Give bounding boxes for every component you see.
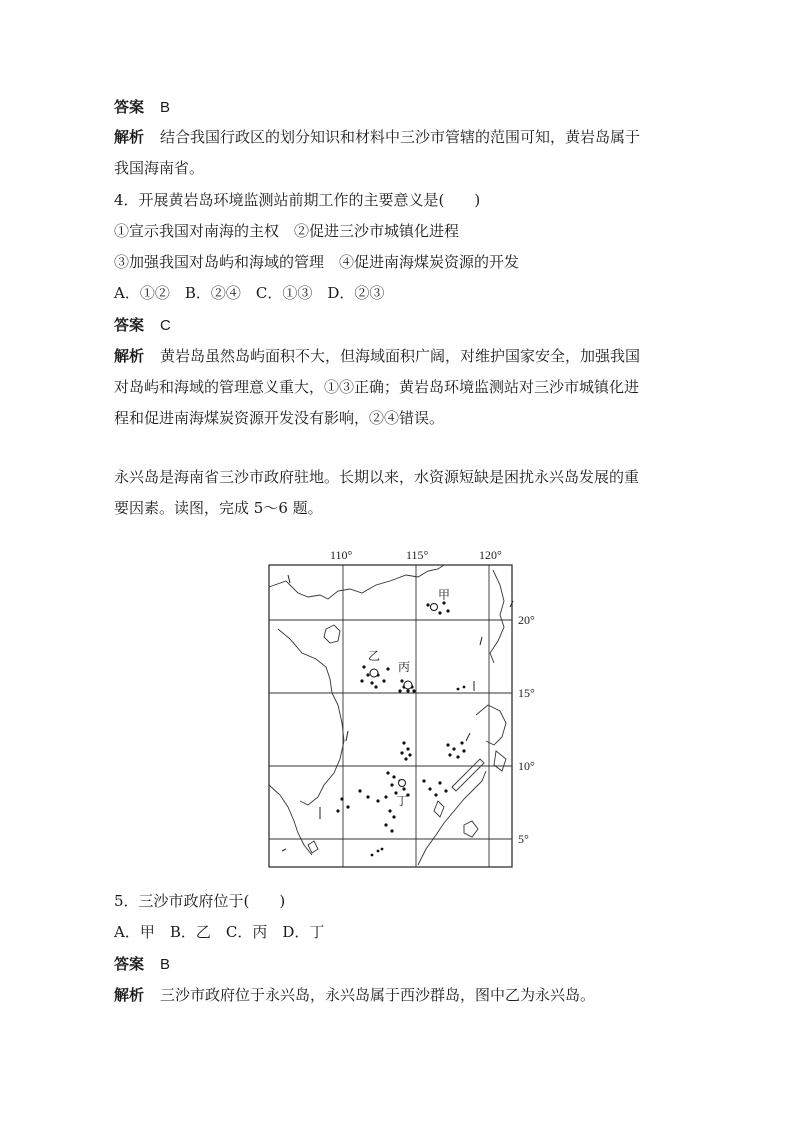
china-south-coast (269, 565, 444, 599)
explanation-label: 解析 (114, 128, 145, 146)
answer-value: B (160, 99, 171, 116)
ding-marker (399, 780, 406, 787)
lat-label-20: 20° (518, 613, 535, 627)
lon-label-120: 120° (479, 548, 502, 562)
lon-label-115: 115° (406, 548, 429, 562)
explanation-text: 三沙市政府位于永兴岛，永兴岛属于西沙群岛，图中乙为永兴岛。 (160, 986, 596, 1004)
answer-value: B (160, 956, 171, 973)
hainan-island (324, 625, 340, 643)
lat-label-10: 10° (518, 759, 535, 773)
q4-options-line2: ③加强我国对岛屿和海域的管理 ④促进南海煤炭资源的开发 (114, 253, 520, 271)
q4-stem: 4．开展黄岩岛环境监测站前期工作的主要意义是( ) (114, 191, 481, 209)
mindanao-island (494, 751, 506, 771)
q4-options-line1: ①宣示我国对南海的主权 ②促进三沙市城镇化进程 (114, 222, 460, 240)
luzon-coast (490, 570, 504, 663)
map-frame (269, 565, 512, 867)
jia-marker (431, 604, 438, 611)
answer-label: 答案 (114, 955, 145, 973)
q4-explanation-line2: 对岛屿和海域的管理意义重大，①③正确；黄岩岛环境监测站对三沙市城镇化进 (114, 378, 640, 396)
borneo-north-tip (464, 821, 478, 837)
lat-label-5: 5° (518, 832, 529, 846)
q4-choices: A．①② B．②④ C．①③ D．②③ (114, 284, 385, 302)
yi-marker (370, 669, 378, 677)
q5-stem: 5．三沙市政府位于( ) (114, 892, 286, 910)
q5-answer (114, 953, 170, 976)
palawan-fragment (434, 801, 444, 817)
island-dots (336, 601, 465, 856)
q4-answer (114, 314, 171, 337)
bing-marker (404, 681, 412, 689)
answer-label: 答案 (114, 316, 145, 334)
lon-label-110: 110° (330, 548, 353, 562)
vietnam-coast (278, 629, 344, 805)
malay-peninsula-coast (269, 785, 312, 855)
place-label-jia: 甲 (438, 588, 451, 602)
q3-explanation-line2: 我国海南省。 (114, 159, 205, 177)
philippines-islands (476, 705, 506, 745)
answer-label: 答案 (114, 98, 145, 116)
place-label-yi: 乙 (368, 649, 381, 663)
intro-line2: 要因素。读图，完成 5～6 题。 (114, 499, 323, 517)
explanation-label: 解析 (114, 347, 145, 365)
south-china-sea-map (268, 545, 535, 870)
palawan-island (452, 759, 484, 791)
q5-explanation-line1 (114, 984, 595, 1006)
coastlines (269, 565, 506, 865)
q4-explanation-line3: 程和促进南海煤炭资源开发没有影响，②④错误。 (114, 409, 445, 427)
lat-label-15: 15° (518, 686, 535, 700)
explanation-text: 黄岩岛虽然岛屿面积不大，但海域面积广阔，对维护国家安全，加强我国 (160, 347, 641, 365)
place-label-bing: 丙 (398, 660, 411, 674)
map-grid (269, 565, 512, 867)
explanation-label: 解析 (114, 986, 145, 1004)
q5-choices: A．甲 B．乙 C．丙 D．丁 (114, 923, 325, 941)
intro-line1: 永兴岛是海南省三沙市政府驻地。长期以来，水资源短缺是困扰永兴岛发展的重 (114, 468, 640, 486)
q3-answer (114, 96, 170, 119)
q4-explanation-line1 (114, 345, 640, 367)
answer-value: C (160, 317, 171, 334)
q3-explanation-line1 (114, 126, 640, 148)
explanation-text: 结合我国行政区的划分知识和材料中三沙市管辖的范围可知，黄岩岛属于 (160, 128, 641, 146)
map-svg (268, 545, 535, 870)
borneo-coast (418, 771, 486, 865)
place-label-ding: 丁 (396, 794, 409, 808)
